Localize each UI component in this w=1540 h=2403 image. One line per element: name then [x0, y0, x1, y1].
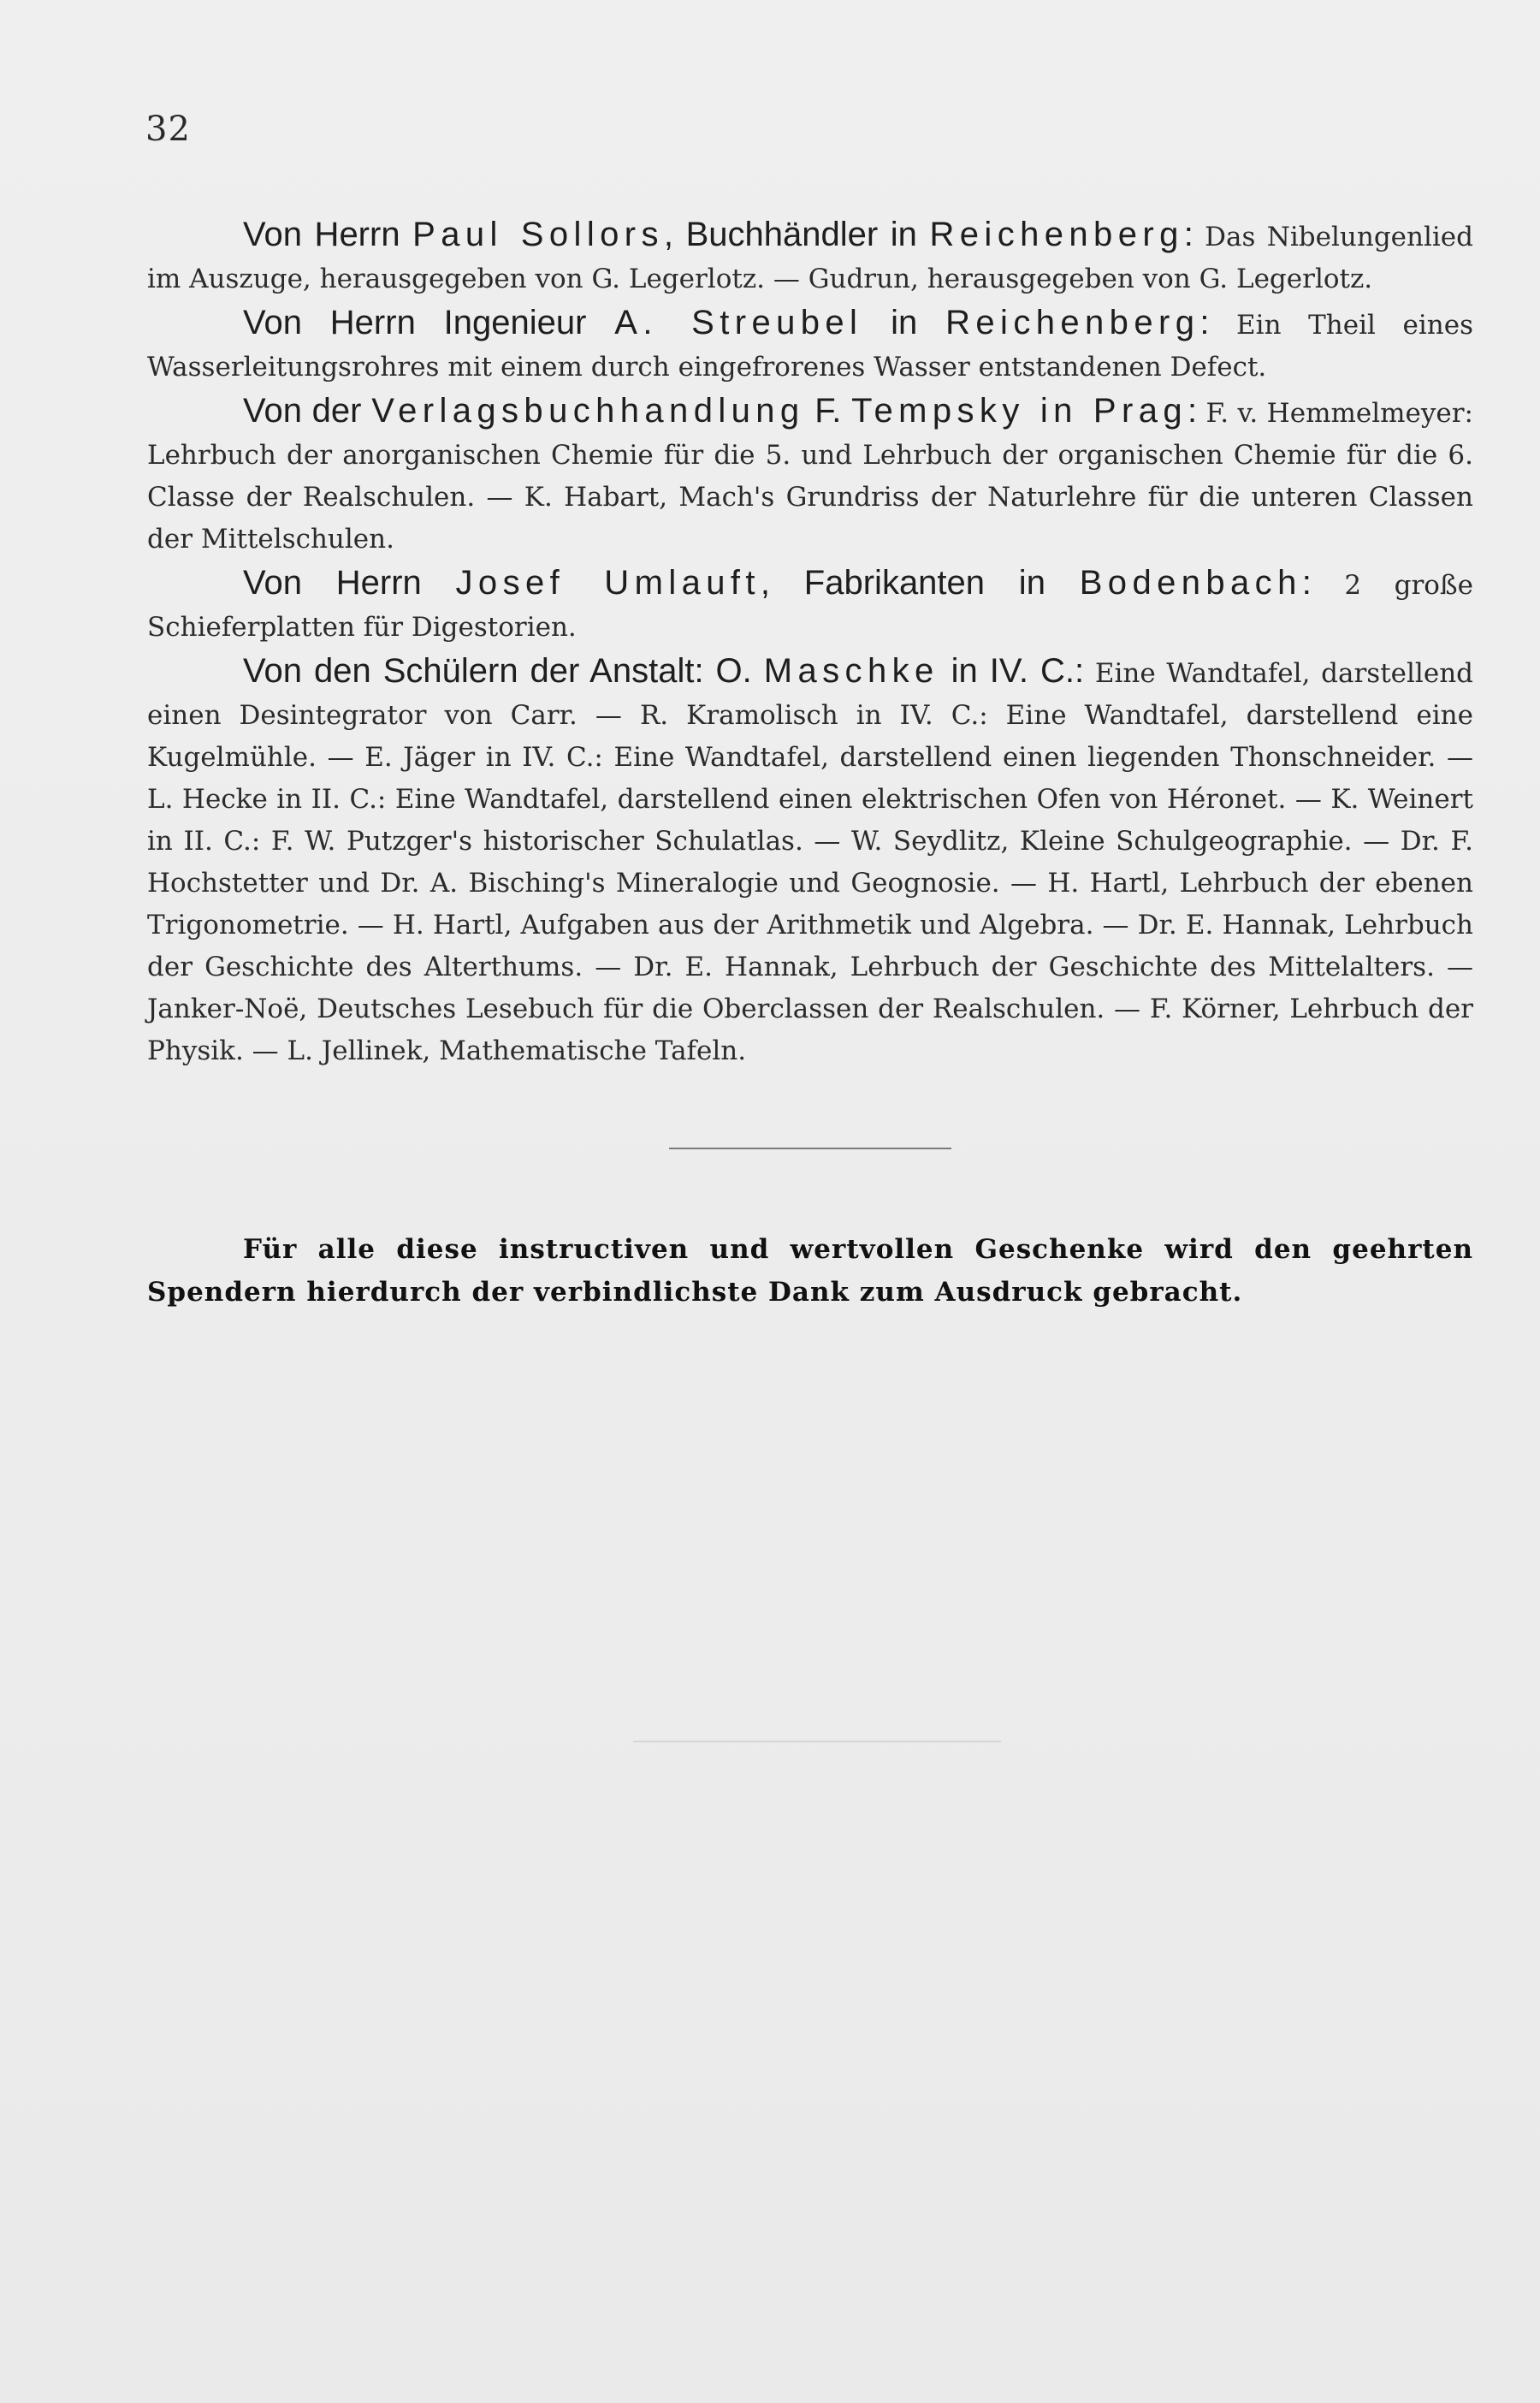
donor-heading-part: Von Herrn [243, 564, 456, 602]
donor-heading-part: Von Herrn [243, 216, 413, 253]
donor-heading-part: Von der [243, 392, 372, 430]
donor-place: Tempsky in Prag [851, 392, 1188, 430]
section-divider [669, 1148, 951, 1149]
donor-heading [243, 216, 1194, 253]
donor-heading-part: : [1183, 216, 1194, 253]
donation-description: Ein Theil eines Wasserleitungsrohres mit einem durch eingefrorenes Wasser entstandenen Defect. [147, 310, 1474, 383]
donor-heading-part: Von Herrn Ingenieur [243, 304, 615, 341]
donations-list [147, 214, 1473, 1340]
donor-place: Reichenberg [929, 216, 1184, 253]
bleed-through-line [633, 1741, 1001, 1742]
donor-name: Paul Sollors [412, 216, 664, 253]
donation-entry [147, 390, 1473, 561]
donor-heading [243, 652, 1084, 690]
page-number: 32 [145, 110, 191, 149]
donor-place: Bodenbach [1079, 564, 1302, 602]
donation-description: Das Nibelungenlied im Auszuge, herausgegeben von G. Legerlotz. — Gudrun, herausgegeben von G. Legerlotz. [147, 222, 1473, 294]
donor-heading-part: in [862, 304, 946, 341]
donation-entry [147, 650, 1473, 1072]
donor-heading-part: : [1301, 564, 1312, 602]
donor-heading-part: , Buchhändler in [663, 216, 930, 253]
donation-entry [147, 214, 1473, 300]
donor-heading-part: in IV. C.: [939, 652, 1085, 690]
donor-place: Reichenberg [945, 304, 1200, 341]
donor-heading-part: Von den Schülern der Anstalt: O. [243, 652, 764, 690]
donation-entry [147, 302, 1473, 389]
donor-heading-part: : [1199, 304, 1210, 341]
donor-name: Verlagsbuchhandlung [371, 392, 805, 430]
donation-description: Eine Wandtafel, darstellend einen Desintegrator von Carr. — R. Kramolisch in IV. C.: Eine Wandtafel, darstellend eine Kugelmühle. — E. Jäger in IV. C.: Eine Wandtafel, darstellend einen liegenden Thonschneider. — L. Hecke in II. C.: Eine Wandtafel, darstellend einen elektrischen Ofen von Héronet. — K. Weinert in II. C.: F. W. Putzger's historischer Schulatlas. — W. Seydlitz, Kleine Schulgeographie. — Dr. F. Hochstetter und Dr. A. Bisching's Mineralogie und Geognosie. — H. Hartl, Lehrbuch der ebenen Trigonometrie. — H. Hartl, Aufgaben aus der Arithmetik und Algebra. — Dr. E. Hannak, Lehrbuch der Geschichte des Alterthums. — Dr. E. Hannak, Lehrbuch der Geschichte des Mittelalters. — Janker-Noë, Deutsches Lesebuch für die Oberclassen der Realschulen. — F. Körner, Lehrbuch der Physik. — L. Jellinek, Mathematische Tafeln. [147, 658, 1473, 1066]
donor-name: Maschke [763, 652, 939, 690]
donor-heading-part: F. [804, 392, 852, 430]
donor-name: A. Streubel [614, 304, 863, 341]
donation-description: 2 große Schieferplatten für Digestorien. [147, 570, 1473, 643]
donor-heading-part: : [1187, 392, 1198, 430]
donor-heading [243, 564, 1312, 602]
donor-heading [243, 304, 1209, 341]
donor-name: Josef Umlauft [455, 564, 761, 602]
donor-heading-part: , Fabrikanten in [760, 564, 1080, 602]
donor-heading [243, 392, 1197, 430]
closing-statement: Für alle diese instructiven und wertvollen Geschenke wird den geehrten Spendern hierdurch der verbindlichste Dank zum Ausdruck gebracht. [147, 1234, 1473, 1308]
donation-entry [147, 562, 1473, 649]
donation-description: F. v. Hemmelmeyer: Lehrbuch der anorganischen Chemie für die 5. und Lehrbuch der organischen Chemie für die 6. Classe der Realschulen. — K. Habart, Mach's Grundriss der Naturlehre für die unteren Classen der Mittelschulen. [147, 398, 1473, 555]
